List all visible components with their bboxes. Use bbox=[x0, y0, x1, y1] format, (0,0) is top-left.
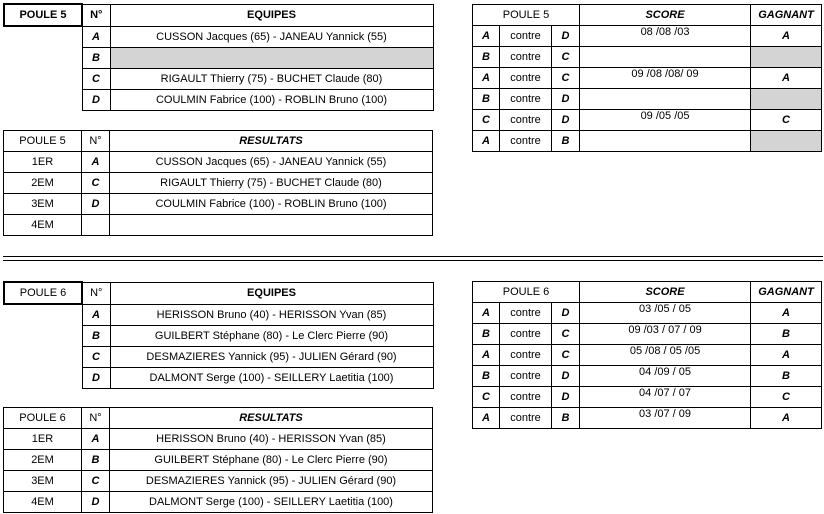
spacer bbox=[4, 304, 82, 325]
poule5-result-name: RIGAULT Thierry (75) - BUCHET Claude (80) bbox=[110, 173, 433, 194]
poule6-result-name: HERISSON Bruno (40) - HERISSON Yvan (85) bbox=[110, 429, 433, 450]
match-team-a: B bbox=[473, 366, 500, 387]
poule6-team-letter: B bbox=[82, 325, 110, 346]
poule5-result-letter: C bbox=[82, 173, 110, 194]
poule6-results-header: RESULTATS bbox=[110, 408, 433, 429]
poule5-results-num-header: N° bbox=[82, 131, 110, 152]
match-winner bbox=[751, 89, 822, 110]
match-winner: A bbox=[751, 303, 822, 324]
match-score: 09 /08 /08/ 09 bbox=[580, 68, 751, 89]
spacer bbox=[4, 89, 82, 110]
poule6-result-rank: 1ER bbox=[4, 429, 82, 450]
poule5-teams-table bbox=[3, 3, 434, 111]
match-team-b: D bbox=[552, 366, 580, 387]
match-team-a: A bbox=[473, 26, 500, 47]
match-contre: contre bbox=[500, 131, 552, 152]
poule5-team-name: RIGAULT Thierry (75) - BUCHET Claude (80) bbox=[110, 68, 433, 89]
match-score bbox=[580, 131, 751, 152]
match-score bbox=[580, 89, 751, 110]
poule5-result-name: CUSSON Jacques (65) - JANEAU Yannick (55) bbox=[110, 152, 433, 173]
poule5-result-rank: 3EM bbox=[4, 194, 82, 215]
match-team-a: A bbox=[473, 408, 500, 429]
match-team-a: A bbox=[473, 131, 500, 152]
match-winner: A bbox=[751, 408, 822, 429]
poule6-team-letter: D bbox=[82, 367, 110, 388]
poule6-team-letter: A bbox=[82, 304, 110, 325]
poule6-results-table bbox=[3, 407, 433, 513]
spacer bbox=[4, 68, 82, 89]
poule5-results-header: RESULTATS bbox=[110, 131, 433, 152]
match-winner: A bbox=[751, 68, 822, 89]
match-score: 05 /08 / 05 /05 bbox=[580, 345, 751, 366]
match-winner: B bbox=[751, 366, 822, 387]
poule6-result-name: GUILBERT Stéphane (80) - Le Clerc Pierre (90) bbox=[110, 450, 433, 471]
match-contre: contre bbox=[500, 68, 552, 89]
poule6-result-name: DALMONT Serge (100) - SEILLERY Laetitia (100) bbox=[110, 492, 433, 513]
match-winner: A bbox=[751, 345, 822, 366]
spacer bbox=[4, 346, 82, 367]
poule6-teams-table bbox=[3, 281, 434, 389]
poule6-result-letter: B bbox=[82, 450, 110, 471]
match-score: 04 /07 / 07 bbox=[580, 387, 751, 408]
poule5-result-letter: D bbox=[82, 194, 110, 215]
poule5-score-header: SCORE bbox=[580, 5, 751, 26]
poule5-team-name: COULMIN Fabrice (100) - ROBLIN Bruno (100) bbox=[110, 89, 433, 110]
poule5-results-poule-header: POULE 5 bbox=[4, 131, 82, 152]
match-team-a: A bbox=[473, 303, 500, 324]
poule6-gagnant-header: GAGNANT bbox=[751, 282, 822, 303]
match-team-b: D bbox=[552, 110, 580, 131]
poule5-team-name: CUSSON Jacques (65) - JANEAU Yannick (55) bbox=[110, 26, 433, 47]
poule5-result-name bbox=[110, 215, 433, 236]
match-winner: C bbox=[751, 387, 822, 408]
poule6-score-header: SCORE bbox=[580, 282, 751, 303]
match-score: 08 /08 /03 bbox=[580, 26, 751, 47]
poule5-result-rank: 4EM bbox=[4, 215, 82, 236]
match-score: 09 /03 / 07 / 09 bbox=[580, 324, 751, 345]
match-team-b: D bbox=[552, 89, 580, 110]
match-team-b: D bbox=[552, 303, 580, 324]
match-team-b: D bbox=[552, 387, 580, 408]
poule6-result-letter: C bbox=[82, 471, 110, 492]
poule6-teams-equipes-header: EQUIPES bbox=[110, 282, 433, 304]
poule6-teams-num-header: N° bbox=[82, 282, 110, 304]
poule5-results-table bbox=[3, 130, 433, 236]
poule5-teams-poule-header: POULE 5 bbox=[4, 4, 82, 26]
match-team-a: A bbox=[473, 68, 500, 89]
match-contre: contre bbox=[500, 345, 552, 366]
poule5-teams-num-header: N° bbox=[82, 4, 110, 26]
poule5-result-letter bbox=[82, 215, 110, 236]
spacer bbox=[4, 367, 82, 388]
match-score: 04 /09 / 05 bbox=[580, 366, 751, 387]
poule6-score-poule-header: POULE 6 bbox=[473, 282, 580, 303]
poule5-result-rank: 2EM bbox=[4, 173, 82, 194]
poule6-team-name: GUILBERT Stéphane (80) - Le Clerc Pierre (90) bbox=[110, 325, 433, 346]
match-team-a: B bbox=[473, 324, 500, 345]
poule6-result-letter: A bbox=[82, 429, 110, 450]
match-team-b: B bbox=[552, 408, 580, 429]
match-winner bbox=[751, 47, 822, 68]
match-contre: contre bbox=[500, 110, 552, 131]
poule5-team-name bbox=[110, 47, 433, 68]
match-contre: contre bbox=[500, 366, 552, 387]
match-team-b: C bbox=[552, 47, 580, 68]
spacer bbox=[4, 47, 82, 68]
match-contre: contre bbox=[500, 408, 552, 429]
match-team-a: C bbox=[473, 387, 500, 408]
poule5-result-name: COULMIN Fabrice (100) - ROBLIN Bruno (100) bbox=[110, 194, 433, 215]
poule5-team-letter: A bbox=[82, 26, 110, 47]
poule5-result-letter: A bbox=[82, 152, 110, 173]
section-separator-bottom bbox=[3, 260, 823, 261]
poule6-result-name: DESMAZIERES Yannick (95) - JULIEN Gérard (90) bbox=[110, 471, 433, 492]
poule5-score-table bbox=[472, 4, 822, 152]
match-score: 03 /07 / 09 bbox=[580, 408, 751, 429]
poule5-result-rank: 1ER bbox=[4, 152, 82, 173]
match-team-b: D bbox=[552, 26, 580, 47]
poule6-result-rank: 2EM bbox=[4, 450, 82, 471]
match-contre: contre bbox=[500, 47, 552, 68]
match-score bbox=[580, 47, 751, 68]
poule5-gagnant-header: GAGNANT bbox=[751, 5, 822, 26]
match-contre: contre bbox=[500, 26, 552, 47]
spacer bbox=[4, 26, 82, 47]
match-winner: C bbox=[751, 110, 822, 131]
section-separator-top bbox=[3, 256, 823, 257]
poule5-score-poule-header: POULE 5 bbox=[473, 5, 580, 26]
poule5-team-letter: D bbox=[82, 89, 110, 110]
poule5-teams-equipes-header: EQUIPES bbox=[110, 4, 433, 26]
poule6-team-letter: C bbox=[82, 346, 110, 367]
poule6-team-name: DESMAZIERES Yannick (95) - JULIEN Gérard (90) bbox=[110, 346, 433, 367]
match-team-a: B bbox=[473, 89, 500, 110]
match-contre: contre bbox=[500, 324, 552, 345]
match-score: 03 /05 / 05 bbox=[580, 303, 751, 324]
match-contre: contre bbox=[500, 303, 552, 324]
match-team-b: C bbox=[552, 345, 580, 366]
match-team-a: A bbox=[473, 345, 500, 366]
poule6-results-poule-header: POULE 6 bbox=[4, 408, 82, 429]
match-team-b: C bbox=[552, 324, 580, 345]
poule6-result-rank: 4EM bbox=[4, 492, 82, 513]
poule6-score-table bbox=[472, 281, 822, 429]
match-winner bbox=[751, 131, 822, 152]
poule5-team-letter: C bbox=[82, 68, 110, 89]
match-contre: contre bbox=[500, 89, 552, 110]
match-team-a: C bbox=[473, 110, 500, 131]
poule6-result-rank: 3EM bbox=[4, 471, 82, 492]
match-team-b: C bbox=[552, 68, 580, 89]
match-contre: contre bbox=[500, 387, 552, 408]
spacer bbox=[4, 325, 82, 346]
poule6-result-letter: D bbox=[82, 492, 110, 513]
poule6-team-name: HERISSON Bruno (40) - HERISSON Yvan (85) bbox=[110, 304, 433, 325]
match-winner: B bbox=[751, 324, 822, 345]
match-score: 09 /05 /05 bbox=[580, 110, 751, 131]
poule6-results-num-header: N° bbox=[82, 408, 110, 429]
match-team-a: B bbox=[473, 47, 500, 68]
match-team-b: B bbox=[552, 131, 580, 152]
match-winner: A bbox=[751, 26, 822, 47]
poule6-teams-poule-header: POULE 6 bbox=[4, 282, 82, 304]
poule6-team-name: DALMONT Serge (100) - SEILLERY Laetitia (100) bbox=[110, 367, 433, 388]
poule5-team-letter: B bbox=[82, 47, 110, 68]
